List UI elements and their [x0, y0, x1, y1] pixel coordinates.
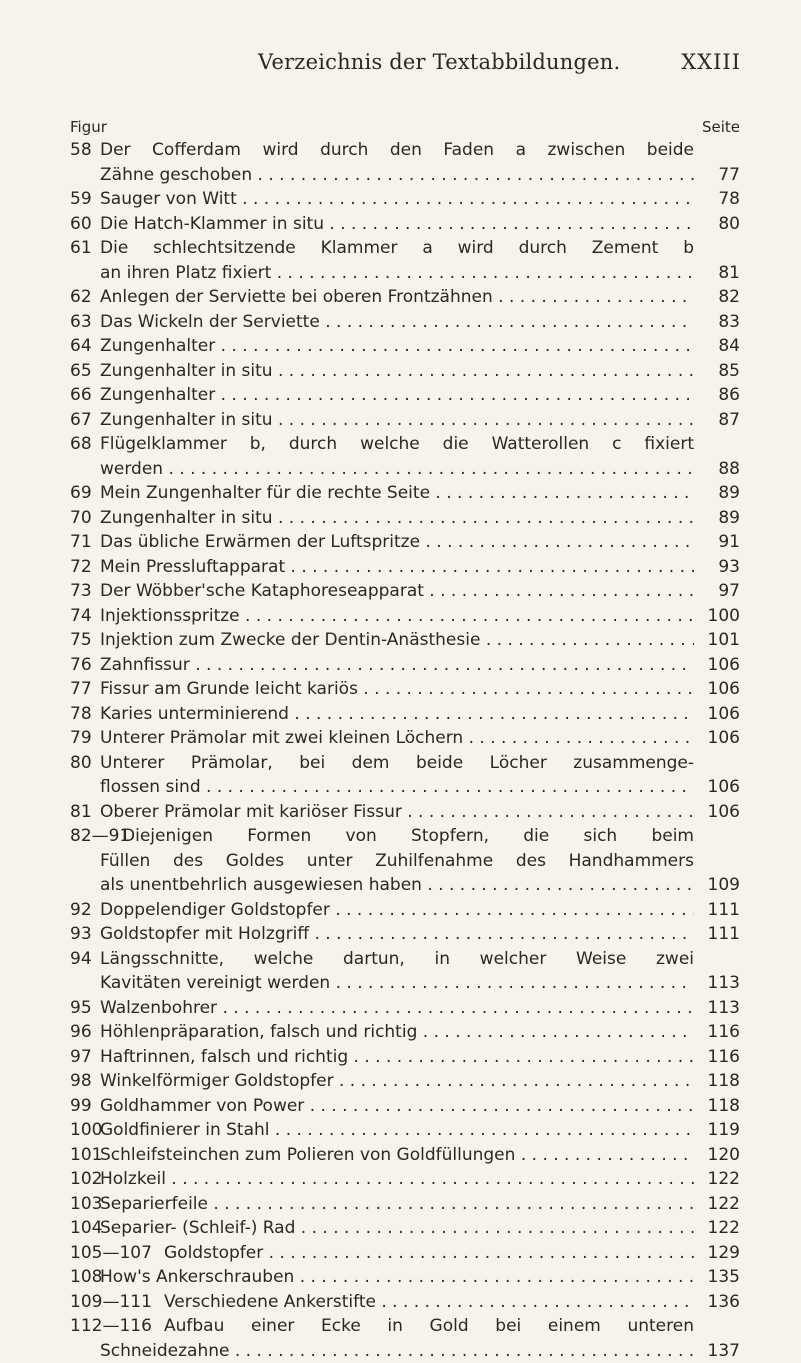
figure-entry — [70, 922, 740, 947]
figure-number: 62 — [70, 285, 100, 310]
figure-caption-line: Aufbau einer Ecke in Gold bei einem unteren — [164, 1316, 694, 1336]
figure-number: 60 — [70, 212, 100, 237]
figure-page-number: 100 — [698, 604, 740, 629]
figure-page-number: 122 — [698, 1216, 740, 1241]
figure-caption-line: Der Wöbber'sche Kataphoreseapparat . . . — [100, 581, 694, 601]
figure-number: 112—116 — [70, 1314, 100, 1339]
figure-caption-line: Zungenhalter . . . — [100, 385, 694, 405]
figure-number: 99 — [70, 1094, 100, 1119]
figure-entry — [70, 947, 740, 996]
figure-entry — [70, 1192, 740, 1217]
figure-caption-line: an ihren Platz fixiert . . . — [100, 263, 694, 283]
figure-entry — [70, 1143, 740, 1168]
figure-number: 94 — [70, 947, 100, 972]
figure-caption-line: Unterer Prämolar, bei dem beide Löcher zusammenge- — [100, 753, 694, 773]
figure-list — [70, 138, 740, 1363]
figure-number: 104 — [70, 1216, 100, 1241]
figure-entry — [70, 1314, 740, 1363]
figure-page-number: 106 — [698, 653, 740, 678]
figure-number: 105—107 — [70, 1241, 100, 1266]
figure-number: 77 — [70, 677, 100, 702]
figure-entry — [70, 1045, 740, 1070]
figure-page-number: 119 — [698, 1118, 740, 1143]
figure-entry — [70, 579, 740, 604]
figure-number: 58 — [70, 138, 100, 163]
figure-number: 70 — [70, 506, 100, 531]
figure-page-number: 101 — [698, 628, 740, 653]
figure-number: 76 — [70, 653, 100, 678]
figure-page-number: 106 — [698, 800, 740, 825]
figure-caption-line: Schleifsteinchen zum Polieren von Goldfüllungen . . . — [100, 1145, 694, 1165]
figure-caption-line: Längsschnitte, welche dartun, in welcher Weise zwei — [100, 949, 694, 969]
figure-number: 82—91 — [70, 824, 100, 849]
figure-number: 92 — [70, 898, 100, 923]
figure-number: 59 — [70, 187, 100, 212]
figure-page-number: 97 — [698, 579, 740, 604]
figure-caption-line: Oberer Prämolar mit kariöser Fissur . . . — [100, 802, 694, 822]
figure-number: 93 — [70, 922, 100, 947]
figure-caption-line: Das übliche Erwärmen der Luftspritze . . . — [100, 532, 694, 552]
figure-caption-line: Die schlechtsitzende Klammer a wird durch Zement b — [100, 238, 694, 258]
figure-entry — [70, 1216, 740, 1241]
figure-page-number: 122 — [698, 1192, 740, 1217]
figure-number: 68 — [70, 432, 100, 457]
figure-caption-line: Walzenbohrer . . . — [100, 998, 694, 1018]
figure-page-number: 84 — [698, 334, 740, 359]
figure-entry — [70, 996, 740, 1021]
figure-entry — [70, 212, 740, 237]
figure-entry — [70, 236, 740, 285]
figure-page-number: 116 — [698, 1045, 740, 1070]
figure-caption-line: Zähne geschoben . . . — [100, 165, 694, 185]
figure-caption-line: Sauger von Witt . . . — [100, 189, 694, 209]
figure-caption-line: Karies unterminierend . . . — [100, 704, 694, 724]
figure-entry — [70, 285, 740, 310]
figure-page-number: 82 — [698, 285, 740, 310]
figure-caption-line: Goldstopfer mit Holzgriff . . . — [100, 924, 694, 944]
figure-number: 72 — [70, 555, 100, 580]
figure-number: 95 — [70, 996, 100, 1021]
figure-page-number: 111 — [698, 922, 740, 947]
figure-caption-line: Zahnfissur . . . — [100, 655, 694, 675]
figure-page-number: 137 — [698, 1339, 740, 1363]
figure-entry — [70, 1069, 740, 1094]
figure-caption-line: Zungenhalter in situ . . . — [100, 410, 694, 430]
figure-caption-line: Winkelförmiger Goldstopfer . . . — [100, 1071, 694, 1091]
figure-page-number: 136 — [698, 1290, 740, 1315]
figure-entry — [70, 334, 740, 359]
figure-page-number: 80 — [698, 212, 740, 237]
figure-number: 81 — [70, 800, 100, 825]
figure-entry — [70, 1167, 740, 1192]
figure-number: 63 — [70, 310, 100, 335]
figure-caption-line: Der Cofferdam wird durch den Faden a zwischen beide — [100, 140, 694, 160]
figure-caption-line: Injektionsspritze . . . — [100, 606, 694, 626]
figure-number: 109—111 — [70, 1290, 100, 1315]
figure-number: 98 — [70, 1069, 100, 1094]
figure-caption-line: How's Ankerschrauben . . . — [100, 1267, 694, 1287]
figure-entry — [70, 604, 740, 629]
figure-page-number: 118 — [698, 1069, 740, 1094]
figure-caption-line: Diejenigen Formen von Stopfern, die sich beim — [122, 826, 694, 846]
figure-page-number: 106 — [698, 677, 740, 702]
figure-number: 61 — [70, 236, 100, 261]
figure-entry — [70, 653, 740, 678]
figure-number: 96 — [70, 1020, 100, 1045]
figure-entry — [70, 506, 740, 531]
figure-entry — [70, 702, 740, 727]
figure-caption-line: als unentbehrlich ausgewiesen haben . . . — [100, 875, 694, 895]
figure-page-number: 91 — [698, 530, 740, 555]
column-headings — [70, 118, 740, 138]
figure-page-number: 116 — [698, 1020, 740, 1045]
figure-caption-line: Doppelendiger Goldstopfer . . . — [100, 900, 694, 920]
figure-entry — [70, 677, 740, 702]
figure-entry — [70, 726, 740, 751]
figure-page-number: 129 — [698, 1241, 740, 1266]
figure-entry — [70, 408, 740, 433]
figure-entry — [70, 1290, 740, 1315]
figure-entry — [70, 187, 740, 212]
figure-entry — [70, 800, 740, 825]
figure-caption-line: Separierfeile . . . — [100, 1194, 694, 1214]
figure-number: 67 — [70, 408, 100, 433]
figure-number: 79 — [70, 726, 100, 751]
column-heading-figure: Figur — [70, 118, 107, 136]
figure-number: 74 — [70, 604, 100, 629]
figure-page-number: 85 — [698, 359, 740, 384]
figure-number: 66 — [70, 383, 100, 408]
figure-caption-line: Anlegen der Serviette bei oberen Frontzähnen . . . — [100, 287, 694, 307]
figure-page-number: 86 — [698, 383, 740, 408]
figure-number: 75 — [70, 628, 100, 653]
figure-number: 97 — [70, 1045, 100, 1070]
figure-number: 73 — [70, 579, 100, 604]
figure-entry — [70, 1094, 740, 1119]
figure-entry — [70, 310, 740, 335]
figure-page-number: 111 — [698, 898, 740, 923]
figure-entry — [70, 898, 740, 923]
figure-page-number: 83 — [698, 310, 740, 335]
figure-caption-line: Verschiedene Ankerstifte . . . — [164, 1292, 694, 1312]
figure-caption-line: Separier- (Schleif-) Rad . . . — [100, 1218, 694, 1238]
figure-page-number: 81 — [698, 261, 740, 286]
figure-page-number: 106 — [698, 702, 740, 727]
figure-page-number: 109 — [698, 873, 740, 898]
figure-caption-line: Injektion zum Zwecke der Dentin-Anästhesie . . . — [100, 630, 694, 650]
figure-caption-line: Unterer Prämolar mit zwei kleinen Löchern . . . — [100, 728, 694, 748]
figure-page-number: 113 — [698, 971, 740, 996]
figure-entry — [70, 481, 740, 506]
figure-number: 100 — [70, 1118, 100, 1143]
figure-page-number: 87 — [698, 408, 740, 433]
figure-caption-line: Flügelklammer b, durch welche die Watterollen c fixiert — [100, 434, 694, 454]
figure-page-number: 77 — [698, 163, 740, 188]
figure-page-number: 106 — [698, 726, 740, 751]
figure-page-number: 89 — [698, 506, 740, 531]
figure-entry — [70, 530, 740, 555]
figure-entry — [70, 432, 740, 481]
figure-entry — [70, 359, 740, 384]
figure-number: 103 — [70, 1192, 100, 1217]
figure-caption-line: Die Hatch-Klammer in situ . . . — [100, 214, 694, 234]
figure-number: 108 — [70, 1265, 100, 1290]
figure-entry — [70, 383, 740, 408]
figure-caption-line: Mein Zungenhalter für die rechte Seite . . . — [100, 483, 694, 503]
figure-caption-line: Haftrinnen, falsch und richtig . . . — [100, 1047, 694, 1067]
figure-caption-line: Zungenhalter . . . — [100, 336, 694, 356]
figure-caption-line: flossen sind . . . — [100, 777, 694, 797]
figure-number: 78 — [70, 702, 100, 727]
figure-entry — [70, 751, 740, 800]
figure-caption-line: Füllen des Goldes unter Zuhilfenahme des Handhammers — [100, 851, 694, 871]
figure-entry — [70, 138, 740, 187]
figure-caption-line: Höhlenpräparation, falsch und richtig . . . — [100, 1022, 694, 1042]
figure-caption-line: Schneidezahne . . . — [100, 1341, 694, 1361]
figure-page-number: 78 — [698, 187, 740, 212]
figure-caption-line: Kavitäten vereinigt werden . . . — [100, 973, 694, 993]
figure-number: 102 — [70, 1167, 100, 1192]
figure-number: 71 — [70, 530, 100, 555]
figure-caption-line: Zungenhalter in situ . . . — [100, 361, 694, 381]
figure-entry — [70, 1241, 740, 1266]
figure-entry — [70, 1020, 740, 1045]
figure-caption-line: Holzkeil . . . — [100, 1169, 694, 1189]
figure-page-number: 122 — [698, 1167, 740, 1192]
figure-caption-line: Goldfinierer in Stahl . . . — [100, 1120, 694, 1140]
figure-page-number: 113 — [698, 996, 740, 1021]
figure-page-number: 88 — [698, 457, 740, 482]
figure-page-number: 135 — [698, 1265, 740, 1290]
figure-page-number: 106 — [698, 775, 740, 800]
figure-caption-line: Goldstopfer . . . — [164, 1243, 694, 1263]
figure-caption-line: Mein Pressluftapparat . . . — [100, 557, 694, 577]
figure-caption-line: Fissur am Grunde leicht kariös . . . — [100, 679, 694, 699]
figure-page-number: 89 — [698, 481, 740, 506]
figure-number: 80 — [70, 751, 100, 776]
figure-entry — [70, 824, 740, 898]
figure-number: 65 — [70, 359, 100, 384]
column-heading-page: Seite — [702, 118, 740, 136]
figure-caption-line: werden . . . — [100, 459, 694, 479]
figure-number: 64 — [70, 334, 100, 359]
figure-page-number: 118 — [698, 1094, 740, 1119]
figure-page-number: 120 — [698, 1143, 740, 1168]
header-page-number: XXIII — [681, 50, 741, 74]
figure-entry — [70, 628, 740, 653]
figure-number: 69 — [70, 481, 100, 506]
figure-page-number: 93 — [698, 555, 740, 580]
figure-caption-line: Zungenhalter in situ . . . — [100, 508, 694, 528]
running-header — [0, 50, 801, 90]
figure-entry — [70, 1118, 740, 1143]
figure-caption-line: Das Wickeln der Serviette . . . — [100, 312, 694, 332]
figure-entry — [70, 1265, 740, 1290]
figure-number: 101 — [70, 1143, 100, 1168]
figure-caption-line: Goldhammer von Power . . . — [100, 1096, 694, 1116]
header-title: Verzeichnis der Textabbildungen. — [258, 50, 620, 74]
figure-entry — [70, 555, 740, 580]
